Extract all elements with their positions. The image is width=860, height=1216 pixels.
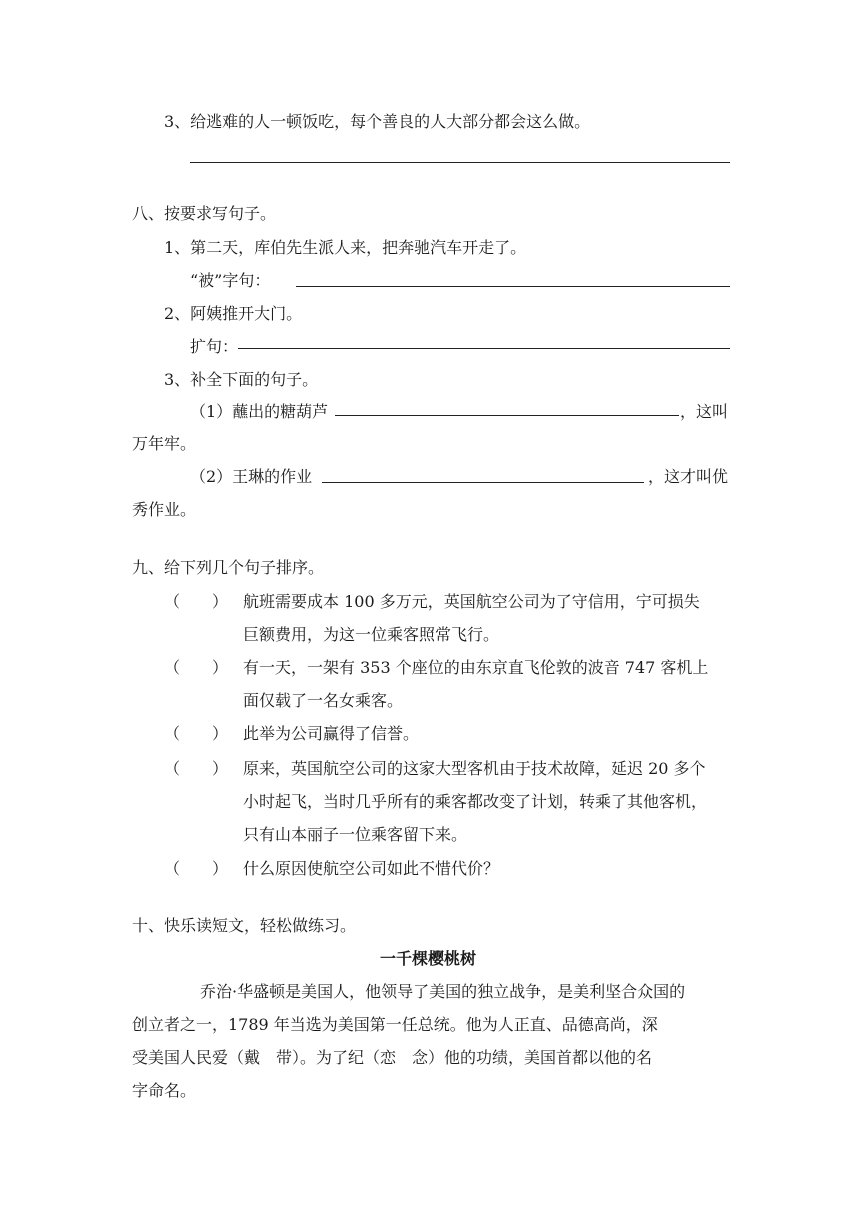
order-blank[interactable]: （ ） <box>164 724 229 743</box>
sentence-line: 此举为公司赢得了信誉。 <box>243 724 420 743</box>
sentence-line: 巨额费用，为这一位乘客照常飞行。 <box>243 625 500 644</box>
q7-item3-answer-line[interactable] <box>190 162 730 163</box>
section8-item2-prompt: 扩句： <box>190 337 239 356</box>
order-blank[interactable]: （ ） <box>164 592 229 611</box>
passage-line: 受美国人民爱（戴 带）。为了纪（恋 念）他的功绩，美国首都以他的名 <box>132 1048 653 1067</box>
section8-sub2-before: （2）王琳的作业 <box>190 467 313 486</box>
section8-sub2-answer-line[interactable] <box>322 482 644 483</box>
section8-item1-prompt: “被”字句： <box>190 271 271 290</box>
section8-item2-text: 2、阿姨推开大门。 <box>164 304 303 323</box>
order-blank[interactable]: （ ） <box>164 759 229 778</box>
section8-item1-text: 1、第二天，库伯先生派人来，把奔驰汽车开走了。 <box>164 238 527 257</box>
passage-line: 创立者之一，1789 年当选为美国第一任总统。他为人正直、品德高尚，深 <box>132 1015 658 1034</box>
sentence-line: 原来，英国航空公司的这家大型客机由于技术故障，延迟 20 多个 <box>243 759 706 778</box>
passage-line: 乔治·华盛顿是美国人，他领导了美国的独立战争，是美利坚合众国的 <box>200 982 686 1001</box>
section8-sub1-cont: 万年牢。 <box>132 434 197 453</box>
section8-item1-answer-line[interactable] <box>296 286 730 287</box>
sentence-line: 小时起飞，当时几乎所有的乘客都改变了计划，转乘了其他客机， <box>243 792 708 811</box>
section8-sub1-before: （1）蘸出的糖葫芦 <box>190 402 329 421</box>
sentence-line: 面仅载了一名女乘客。 <box>243 691 404 710</box>
order-blank[interactable]: （ ） <box>164 658 229 677</box>
passage-title: 一千棵樱桃树 <box>380 949 477 968</box>
section8-sub1-answer-line[interactable] <box>335 415 679 416</box>
section8-sub2-cont: 秀作业。 <box>132 500 197 519</box>
section8-sub1-after: ，这叫 <box>680 402 729 421</box>
sentence-line: 只有山本丽子一位乘客留下来。 <box>243 825 468 844</box>
sentence-line: 有一天，一架有 353 个座位的由东京直飞伦敦的波音 747 客机上 <box>243 658 709 677</box>
sentence-line: 什么原因使航空公司如此不惜代价？ <box>243 859 500 878</box>
section10-heading: 十、快乐读短文，轻松做练习。 <box>132 916 357 935</box>
section8-heading: 八、按要求写句子。 <box>132 204 277 223</box>
sentence-line: 航班需要成本 100 多万元，英国航空公司为了守信用，宁可损失 <box>243 592 700 611</box>
q7-item3-text: 3、给逃难的人一顿饭吃，每个善良的人大部分都会这么做。 <box>164 112 591 131</box>
section8-item2-answer-line[interactable] <box>238 348 730 349</box>
section8-item3-text: 3、补全下面的句子。 <box>164 370 319 389</box>
order-blank[interactable]: （ ） <box>164 859 229 878</box>
section9-heading: 九、给下列几个句子排序。 <box>132 558 325 577</box>
section8-sub2-after: ，这才叫优 <box>648 467 729 486</box>
passage-line: 字命名。 <box>132 1081 197 1100</box>
